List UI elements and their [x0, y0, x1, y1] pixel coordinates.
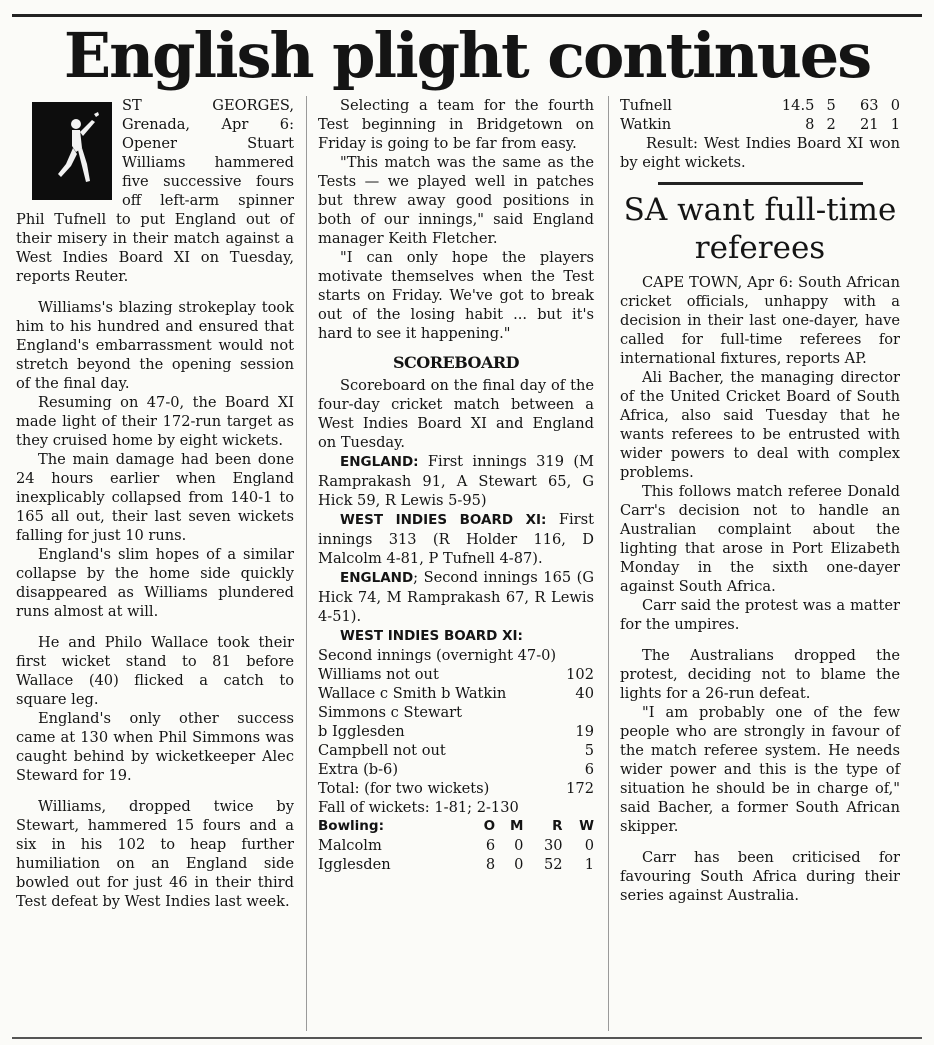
wickets: 0	[890, 97, 900, 114]
sidebar-paragraph: Ali Bacher, the managing director of the United Cricket Board of South Africa, also said Tuesday that he wants referees to be entrusted with wider powers to deal with complex problems.	[620, 369, 900, 481]
runs-conceded: 52	[544, 856, 563, 873]
scoreboard-title: SCOREBOARD	[392, 353, 520, 372]
column-divider	[306, 96, 307, 1031]
innings-text: First innings 319 (M Ramprakash 91, A Stewart 65, G Hick 59, R Lewis 5-95)	[318, 453, 594, 509]
article-paragraph: Williams's blazing strokeplay took him to his hundred and ensured that England's embarrassment would not stretch beyond the opening session of the final day.	[16, 299, 294, 392]
overs: 6	[485, 837, 496, 854]
table-row	[318, 722, 594, 741]
team-label: ENGLAND	[340, 570, 414, 586]
team-label: WEST INDIES BOARD XI:	[340, 628, 523, 644]
fall-of-wickets: Fall of wickets: 1-81; 2-130	[318, 799, 519, 816]
article-paragraph: "I can only hope the players motivate themselves when the Test starts on Friday. We've got to break out of the losing habit ... but it's hard to see it happening."	[318, 249, 594, 342]
runs: 6	[584, 761, 594, 778]
wi-second-innings-text: Second innings (overnight 47-0)	[318, 647, 557, 664]
sidebar-paragraph: CAPE TOWN, Apr 6: South African cricket officials, unhappy with a decision in their last one-dayer, have called for full-time referees for international fixtures, reports AP.	[620, 274, 900, 367]
table-row	[318, 836, 594, 855]
overs: 8	[485, 856, 496, 873]
bowling-table	[318, 817, 594, 874]
batsman: Extra (b-6)	[318, 761, 399, 778]
sidebar-rule	[658, 182, 863, 185]
table-row	[318, 760, 594, 779]
bowler: Igglesden	[318, 856, 391, 873]
table-row	[318, 779, 594, 798]
table-row	[318, 703, 594, 722]
bowler: Tufnell	[620, 97, 672, 114]
column-header: R	[552, 818, 563, 834]
table-row	[318, 855, 594, 874]
sidebar-paragraph: This follows match referee Donald Carr's decision not to handle an Australian complaint about the lighting that arose in Port Elizabeth Monday in the sixth one-dayer against South Africa.	[620, 483, 900, 595]
runs-conceded: 63	[859, 97, 879, 114]
wickets: 1	[584, 856, 594, 873]
article-paragraph: ST GEORGES, Grenada, Apr 6: Opener Stuart Williams hammered five successive fours off left-arm spinner Phil Tufnell to put England out of their misery in their match against a West Indies Board XI on Tuesday, reports Reuter.	[16, 97, 294, 285]
innings-text: ; Second innings 165 (G Hick 74, M Ramprakash 67, R Lewis 4-51).	[318, 569, 594, 625]
bowling-table-continued	[620, 96, 900, 134]
match-result: Result: West Indies Board XI won by eight wickets.	[620, 135, 900, 171]
sidebar-paragraph: "I am probably one of the few people who are strongly in favour of the match referee system. He needs wider power and this is the type of situation he should be in charge of," said Bacher, a former South African skipper.	[620, 704, 900, 835]
table-header-row	[318, 817, 594, 836]
bottom-rule	[12, 1037, 922, 1039]
wi-second-innings-head	[318, 626, 594, 646]
column-2	[318, 96, 594, 874]
table-row	[620, 96, 900, 115]
maidens: 5	[826, 97, 836, 114]
sidebar-headline: SA want full-time referees	[623, 192, 897, 266]
article-paragraph: Selecting a team for the fourth Test beginning in Bridgetown on Friday is going to be far from easy.	[318, 97, 594, 152]
scoreboard-intro: Scoreboard on the final day of the four-day cricket match between a West Indies Board XI and England on Tuesday.	[318, 377, 594, 451]
column-header: O	[483, 818, 496, 834]
sidebar-paragraph: Carr has been criticised for favouring South Africa during their series against Australia.	[620, 849, 900, 904]
article-paragraph: Williams, dropped twice by Stewart, hammered 15 fours and a six in his 102 to heap further humiliation on an England side bowled out for just 46 in their third Test defeat by West Indies last week.	[16, 798, 294, 910]
batsman: Total: (for two wickets)	[318, 780, 490, 797]
column-header: M	[510, 818, 524, 834]
top-rule	[12, 14, 922, 17]
column-divider	[608, 96, 609, 1031]
runs-conceded: 30	[544, 837, 563, 854]
team-label: ENGLAND:	[340, 454, 419, 470]
article-paragraph: Resuming on 47-0, the Board XI made light of their 172-run target as they cruised home by eight wickets.	[16, 394, 294, 449]
headline: English plight continues	[63, 19, 871, 92]
runs: 19	[575, 723, 594, 740]
sidebar-paragraph: Carr said the protest was a matter for the umpires.	[620, 597, 900, 633]
runs: 40	[575, 685, 594, 702]
batsman: Simmons c Stewart	[318, 704, 462, 721]
england-second-innings	[318, 568, 594, 626]
runs: 102	[566, 666, 594, 683]
batsman: b Igglesden	[318, 723, 405, 740]
batsman: Campbell not out	[318, 742, 446, 759]
maidens: 0	[514, 837, 524, 854]
team-label: WEST INDIES BOARD XI:	[340, 512, 547, 528]
sidebar-paragraph: The Australians dropped the protest, deciding not to blame the lights for a 26-run defeat.	[620, 647, 900, 702]
maidens: 0	[514, 856, 524, 873]
wickets: 1	[890, 116, 900, 133]
batting-table	[318, 665, 594, 798]
runs: 172	[566, 780, 594, 797]
table-row	[318, 741, 594, 760]
column-header: Bowling:	[318, 818, 384, 834]
overs: 14.5	[781, 97, 815, 114]
bowler: Malcolm	[318, 837, 382, 854]
runs	[558, 703, 594, 722]
england-first-innings	[318, 452, 594, 510]
overs: 8	[805, 116, 815, 133]
column-1	[16, 96, 294, 911]
column-3	[620, 96, 900, 905]
article-paragraph: England's slim hopes of a similar collapse by the home side quickly disappeared as Williams plundered runs almost at will.	[16, 546, 294, 620]
table-row	[318, 684, 594, 703]
article-paragraph: The main damage had been done 24 hours earlier when England inexplicably collapsed from 140-1 to 165 all out, their last seven wickets falling for just 10 runs.	[16, 451, 294, 544]
batsman-silhouette-icon	[42, 108, 102, 194]
maidens: 2	[826, 116, 836, 133]
table-row	[620, 115, 900, 134]
article-paragraph: "This match was the same as the Tests — we played well in patches but threw away good positions in both of our innings," said England manager Keith Fletcher.	[318, 154, 594, 247]
wi-first-innings	[318, 510, 594, 568]
runs-conceded: 21	[859, 116, 879, 133]
batsman: Wallace c Smith b Watkin	[318, 685, 507, 702]
runs: 5	[584, 742, 594, 759]
table-row	[318, 665, 594, 684]
batsman: Williams not out	[318, 666, 439, 683]
cricketer-photo	[32, 102, 112, 200]
article-paragraph: He and Philo Wallace took their first wicket stand to 81 before Wallace (40) flicked a catch to square leg.	[16, 634, 294, 708]
column-header: W	[579, 818, 594, 834]
wickets: 0	[584, 837, 594, 854]
article-paragraph: England's only other success came at 130 when Phil Simmons was caught behind by wicketkeeper Alec Steward for 19.	[16, 710, 294, 784]
bowler: Watkin	[620, 116, 672, 133]
innings-text: First innings 313 (R Holder 116, D Malcolm 4-81, P Tufnell 4-87).	[318, 511, 594, 567]
